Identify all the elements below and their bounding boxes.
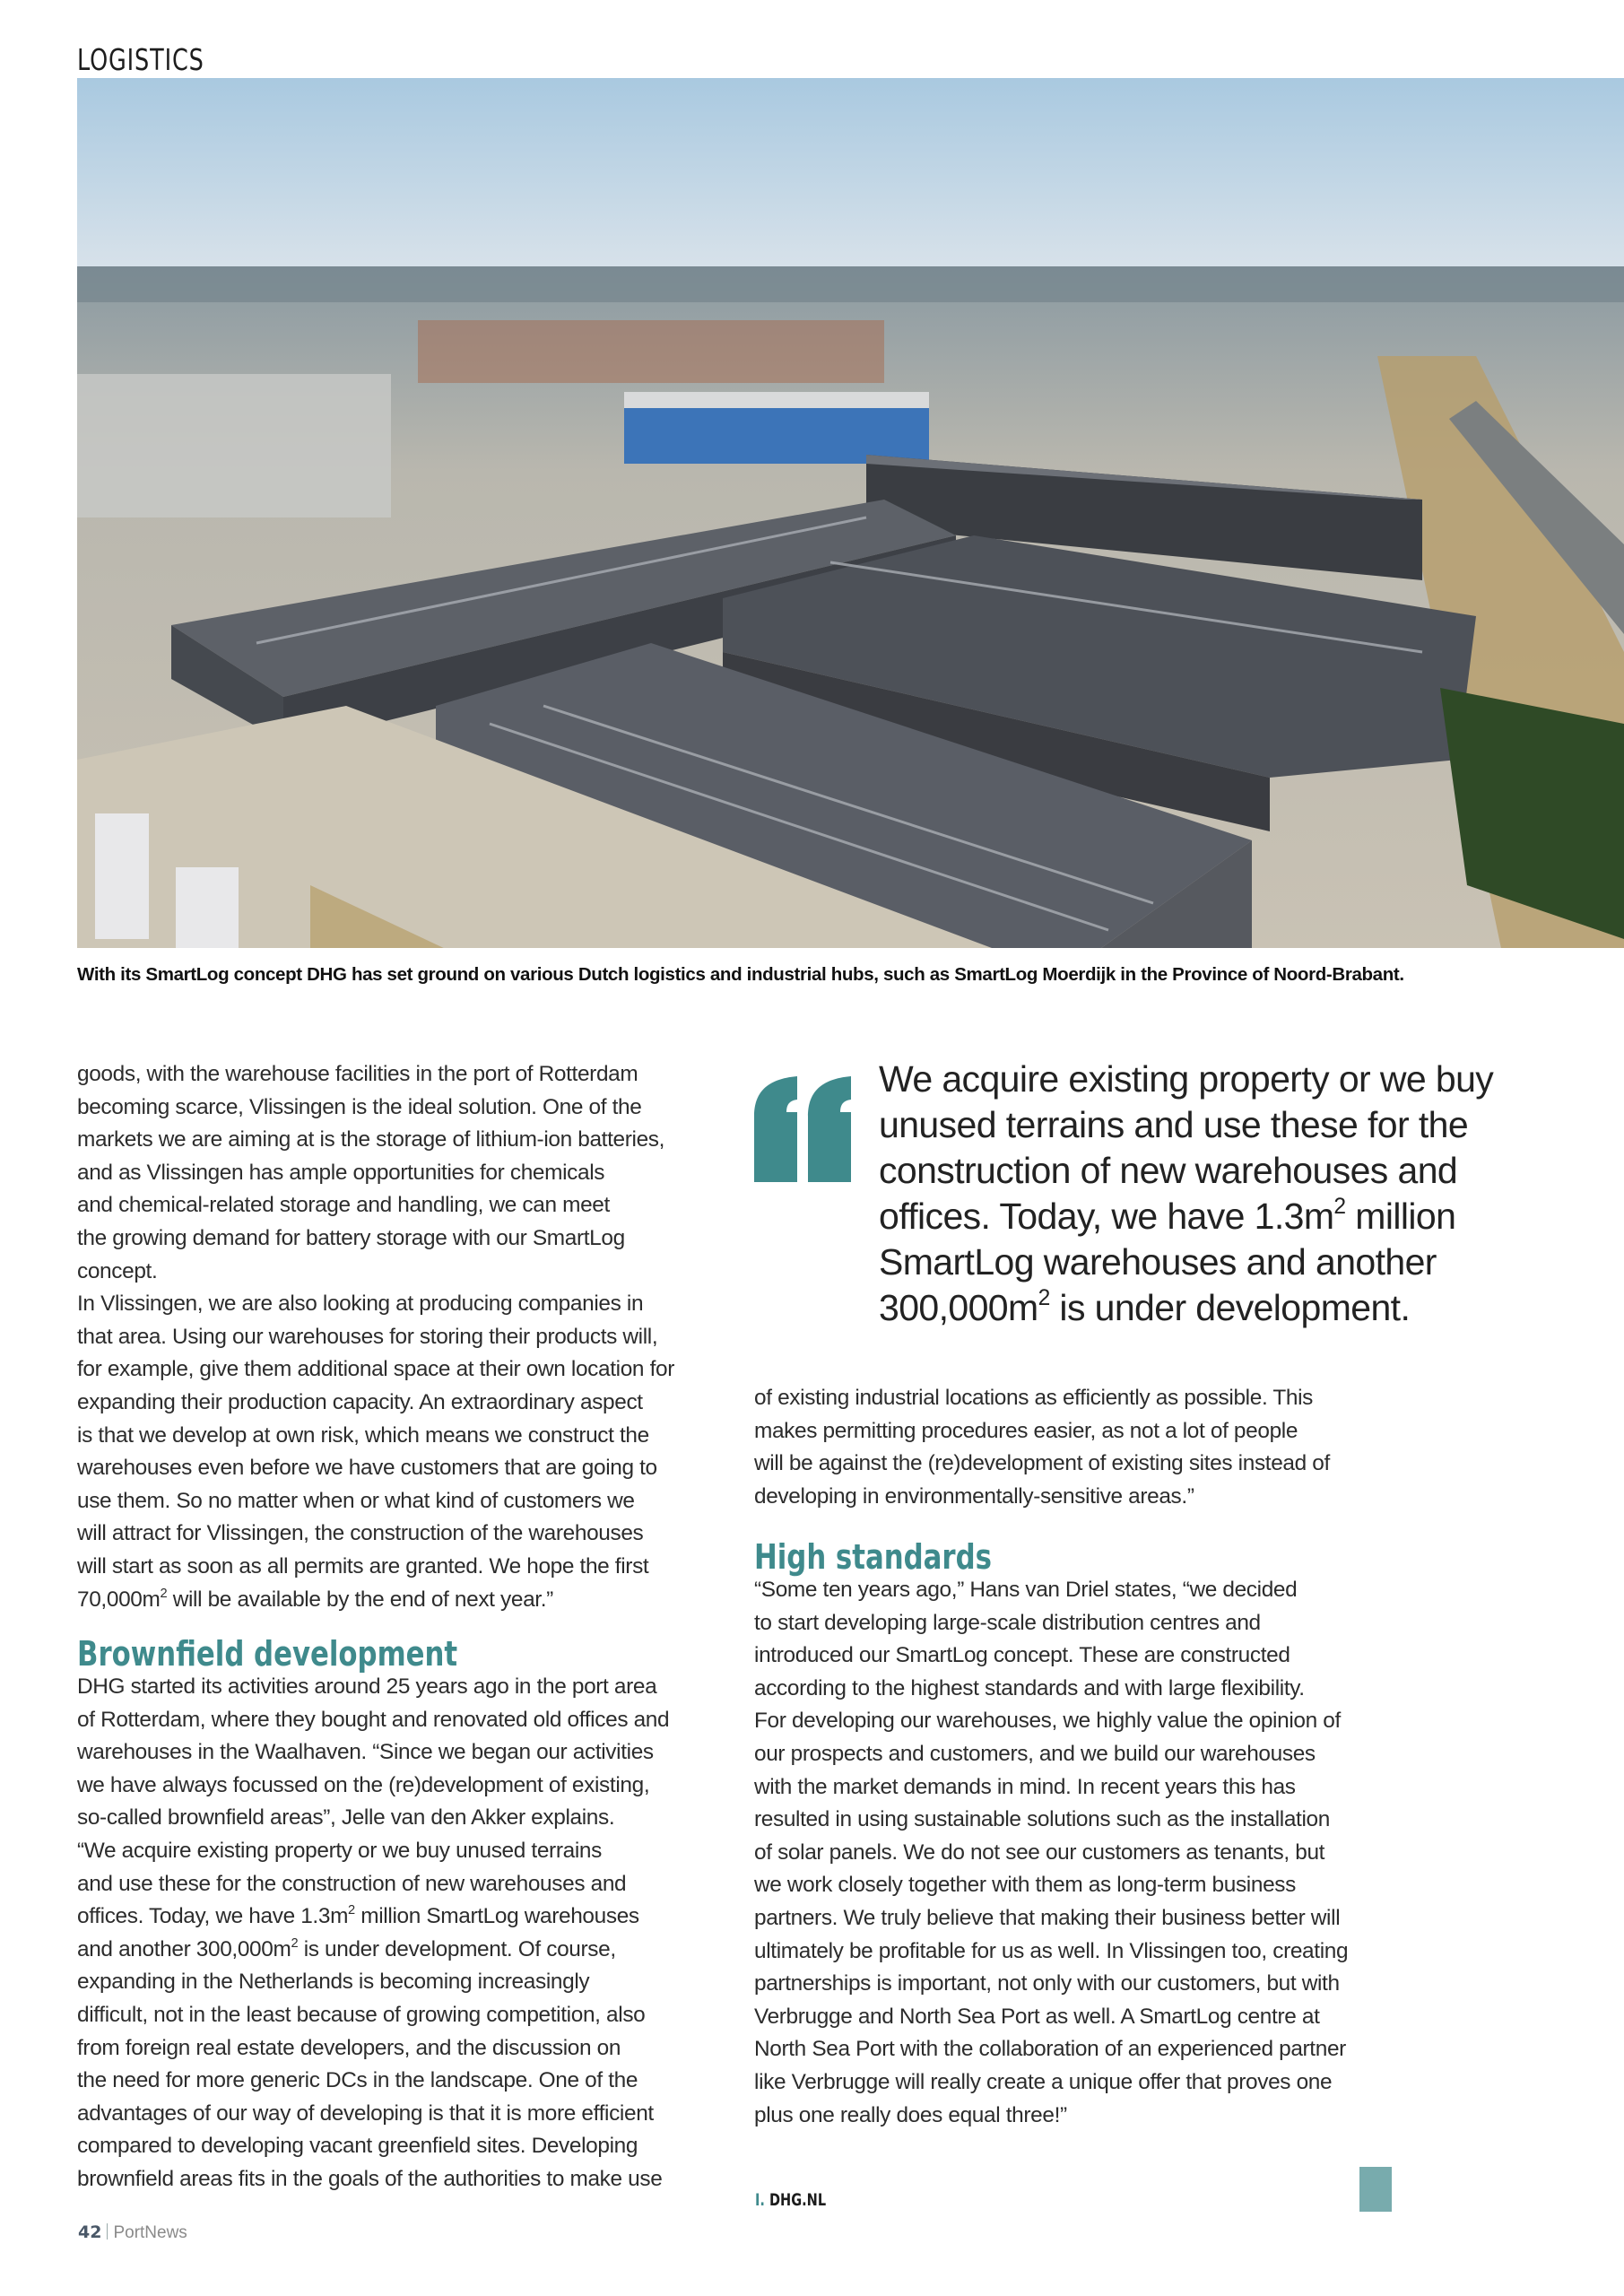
text-line	[77, 1900, 669, 1934]
pull-quote-line: construction of new warehouses and	[879, 1150, 1458, 1191]
left-column-body	[77, 1671, 669, 2196]
text-line: DHG started its activities around 25 years ago in the port area	[77, 1674, 657, 1699]
heading-brownfield-development: Brownfield development	[77, 1634, 458, 1674]
text-line: difficult, not in the least because of growing competition, also	[77, 2002, 646, 2027]
text-line: developing in environmentally-sensitive areas.”	[754, 1483, 1194, 1509]
magazine-name: PortNews	[113, 2223, 187, 2242]
text-line: “Some ten years ago,” Hans van Driel states, “we decided	[754, 1578, 1298, 1602]
text-line: For developing our warehouses, we highly value the opinion of	[754, 1709, 1341, 1734]
pull-quote-line	[879, 1194, 1493, 1239]
text-line	[77, 1934, 669, 1967]
text-line: markets we are aiming at is the storage of lithium-ion batteries,	[77, 1127, 665, 1152]
text-line: of solar panels. We do not see our customers as tenants, but	[754, 1839, 1325, 1865]
text-line: ultimately be profitable for us as well. In Vlissingen too, creating	[754, 1938, 1349, 1963]
page-footer	[78, 2222, 187, 2243]
text-fragment: is under development.	[1049, 1287, 1411, 1328]
superscript: 2	[348, 1902, 355, 1918]
text-line: will attract for Vlissingen, the construction of the warehouses	[77, 1521, 644, 1546]
text-line: partners. We truly believe that making their business better will	[754, 1905, 1341, 1930]
pull-quote-line: SmartLog warehouses and another	[879, 1241, 1437, 1283]
text-line: goods, with the warehouse facilities in the port of Rotterdam	[77, 1062, 638, 1086]
text-line: the growing demand for battery storage with our SmartLog	[77, 1225, 625, 1250]
text-line: our prospects and customers, and we build our warehouses	[754, 1741, 1316, 1766]
text-line: will be against the (re)development of existing sites instead of	[754, 1451, 1330, 1476]
aerial-photo	[77, 78, 1624, 948]
website-link[interactable]	[755, 2189, 826, 2211]
superscript: 2	[1333, 1194, 1346, 1219]
left-column-intro	[77, 1058, 674, 1616]
footer-divider	[107, 2223, 108, 2239]
pull-quote-line	[879, 1285, 1493, 1331]
text-line: partnerships is important, not only with our customers, but with	[754, 1971, 1340, 1996]
text-line: the need for more generic DCs in the landscape. One of the	[77, 2068, 638, 2093]
text-line: becoming scarce, Vlissingen is the ideal solution. One of the	[77, 1094, 642, 1119]
text-fragment: million SmartLog warehouses	[354, 1904, 639, 1929]
text-line: use them. So no matter when or what kind of customers we	[77, 1488, 635, 1513]
photo-caption: With its SmartLog concept DHG has set ground on various Dutch logistics and industrial hubs, such as SmartLog Moerdijk in the Province of Noord-Brabant.	[77, 964, 1404, 985]
text-line: according to the highest standards and with large flexibility.	[754, 1675, 1305, 1700]
text-line: will start as soon as all permits are granted. We hope the first	[77, 1553, 649, 1578]
text-line: to start developing large-scale distribution centres and	[754, 1610, 1261, 1635]
text-line: and as Vlissingen has ample opportunities for chemicals	[77, 1160, 605, 1185]
text-line: like Verbrugge will really create a unique offer that proves one	[754, 2069, 1333, 2094]
text-fragment: 70,000m	[77, 1587, 161, 1612]
text-fragment: 300,000m	[879, 1287, 1038, 1328]
text-line: compared to developing vacant greenfield sites. Developing	[77, 2134, 638, 2159]
pull-quote-line: unused terrains and use these for the	[879, 1104, 1469, 1145]
text-line: brownfield areas fits in the goals of the authorities to make use	[77, 2166, 663, 2191]
sky	[77, 78, 1624, 271]
text-line: expanding their production capacity. An extraordinary aspect	[77, 1389, 643, 1414]
text-line: North Sea Port with the collaboration of an experienced partner	[754, 2037, 1346, 2062]
right-column-body	[754, 1574, 1348, 2132]
page-number: 42	[78, 2222, 102, 2242]
end-of-article-marker	[1359, 2167, 1392, 2212]
text-line: we have always focussed on the (re)development of existing,	[77, 1772, 650, 1797]
pull-quote	[879, 1057, 1493, 1331]
superscript: 2	[160, 1586, 168, 1601]
superscript: 2	[291, 1935, 299, 1951]
text-line: and chemical-related storage and handling, we can meet	[77, 1193, 610, 1218]
text-fragment: million	[1345, 1196, 1456, 1237]
text-line: advantages of our way of developing is that it is more efficient	[77, 2100, 654, 2126]
text-line: resulted in using sustainable solutions such as the installation	[754, 1807, 1330, 1832]
text-fragment: offices. Today, we have 1.3m	[879, 1196, 1334, 1237]
text-line: so-called brownfield areas”, Jelle van den Akker explains.	[77, 1805, 615, 1831]
text-line: with the market demands in mind. In recent years this has	[754, 1774, 1296, 1799]
text-line: introduced our SmartLog concept. These are constructed	[754, 1643, 1290, 1668]
text-fragment: will be available by the end of next year.”	[167, 1587, 553, 1612]
text-fragment: and another 300,000m	[77, 1936, 291, 1961]
text-line: and use these for the construction of new warehouses and	[77, 1871, 627, 1896]
text-line: of Rotterdam, where they bought and renovated old offices and	[77, 1707, 670, 1732]
text-line: concept.	[77, 1258, 158, 1283]
text-line: Verbrugge and North Sea Port as well. A SmartLog centre at	[754, 2004, 1320, 2029]
text-line: makes permitting procedures easier, as not a lot of people	[754, 1418, 1298, 1443]
text-line: warehouses in the Waalhaven. “Since we began our activities	[77, 1740, 654, 1765]
text-line: that area. Using our warehouses for storing their products will,	[77, 1324, 658, 1349]
text-line: for example, give them additional space at their own location for	[77, 1357, 674, 1382]
right-column-intro	[754, 1382, 1330, 1513]
text-line: of existing industrial locations as efficiently as possible. This	[754, 1386, 1314, 1410]
quote-mark-icon	[754, 1076, 851, 1182]
text-fragment: is under development. Of course,	[298, 1936, 616, 1961]
text-line: “We acquire existing property or we buy unused terrains	[77, 1838, 602, 1863]
text-line: from foreign real estate developers, and the discussion on	[77, 2035, 621, 2060]
website-url: DHG.NL	[769, 2190, 827, 2210]
text-line: plus one really does equal three!”	[754, 2102, 1067, 2127]
text-line: warehouses even before we have customers that are going to	[77, 1456, 657, 1481]
text-line: expanding in the Netherlands is becoming increasingly	[77, 1970, 590, 1995]
superscript: 2	[1038, 1285, 1050, 1310]
text-line: we work closely together with them as long-term business	[754, 1873, 1296, 1898]
website-prefix: I.	[755, 2190, 765, 2210]
text-fragment: offices. Today, we have 1.3m	[77, 1904, 349, 1929]
section-label: LOGISTICS	[77, 42, 204, 77]
pull-quote-line: We acquire existing property or we buy	[879, 1058, 1494, 1100]
text-line: is that we develop at own risk, which means we construct the	[77, 1422, 649, 1448]
heading-high-standards: High standards	[754, 1537, 992, 1577]
text-line: In Vlissingen, we are also looking at producing companies in	[77, 1292, 644, 1317]
aerial-photo-warehouses-icon	[77, 78, 1624, 948]
text-line	[77, 1584, 674, 1617]
